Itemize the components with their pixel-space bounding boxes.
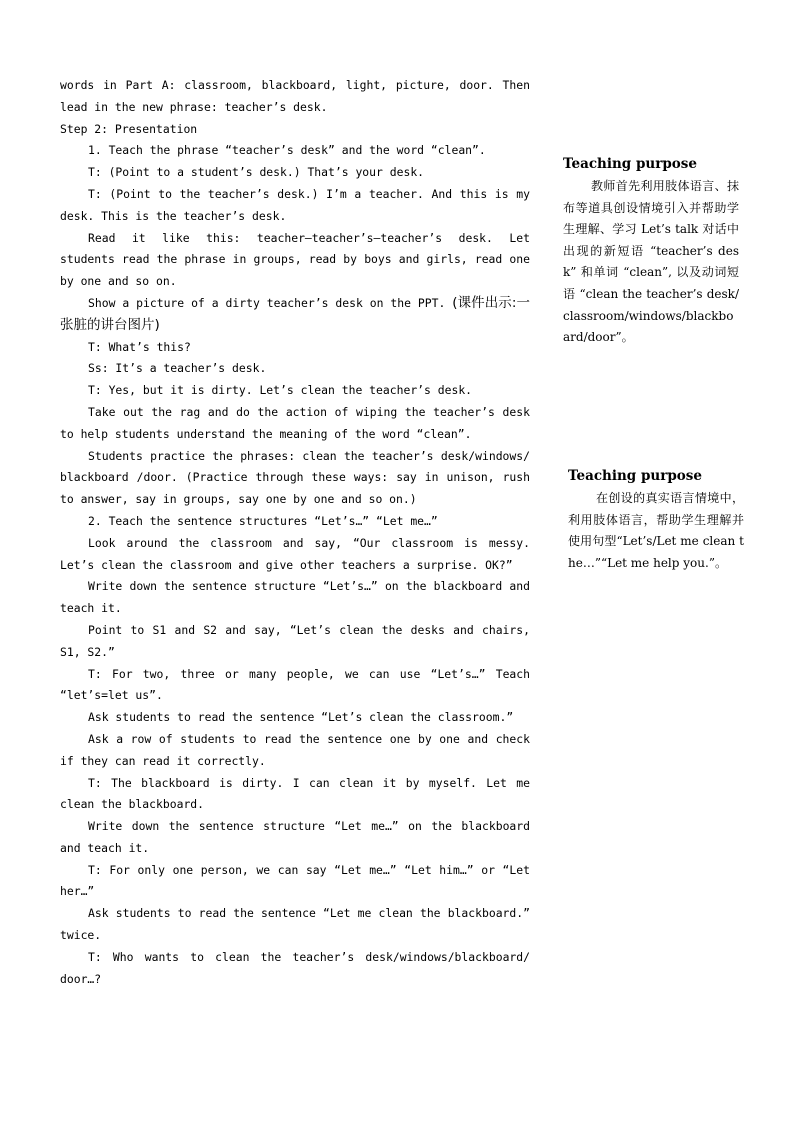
dialogue-line: T: For only one person, we can say “Let me…” “Let him…” or “Let her…” [60, 862, 530, 899]
paragraph-text: Show a picture of a dirty teacher’s desk on the PPT. [88, 295, 446, 310]
teaching-purpose-note [568, 467, 744, 574]
paragraph: Look around the classroom and say, “Our classroom is messy. Let’s clean the classroom and give other teachers a surprise. OK?” [60, 535, 530, 572]
section-heading: Step 2: Presentation [60, 121, 198, 136]
paragraph: 2. Teach the sentence structures “Let’s…” “Let me…” [88, 513, 438, 528]
courseware-note: (课件出示:一张脏的讲台图片) [60, 294, 530, 333]
paragraph: Read it like this: teacher—teacher’s—teacher’s desk. Let students read the phrase in groups, read by boys and girls, read one by one and so on. [60, 230, 530, 289]
paragraph: Ask students to read the sentence “Let me clean the blackboard.” twice. [60, 906, 530, 943]
dialogue-line: T: (Point to a student’s desk.) That’s your desk. [88, 165, 425, 180]
paragraph [60, 293, 530, 337]
note-title: Teaching purpose [563, 156, 697, 172]
paragraph: words in Part A: classroom, blackboard, light, picture, door. Then lead in the new phrase: teacher’s desk. [60, 78, 530, 114]
paragraph: Take out the rag and do the action of wiping the teacher’s desk to help students understand the meaning of the word “clean”. [60, 404, 530, 441]
dialogue-line: T: (Point to the teacher’s desk.) I’m a teacher. And this is my desk. This is the teacher’s desk. [60, 186, 530, 223]
note-title: Teaching purpose [568, 468, 702, 484]
paragraph: Students practice the phrases: clean the teacher’s desk/windows/ blackboard /door. (Practice through these ways: say in unison, rush to answer, say in groups, say one by one and so on.) [60, 448, 530, 507]
dialogue-line: T: For two, three or many people, we can use “Let’s…” Teach “let’s=let us”. [60, 666, 530, 703]
note-body: 教师首先利用肢体语言、抹布等道具创设情境引入并帮助学生理解、学习 Let’s talk 对话中出现的新短语 “teacher’s desk” 和单词 “clean”, 以及动词短语 “clean the teacher’s desk/classroom/windows/blackboard/door”。 [563, 179, 739, 345]
dialogue-line: T: What’s this? [88, 339, 191, 354]
lesson-body [60, 75, 530, 990]
teaching-purpose-note [563, 155, 739, 349]
paragraph: Ask students to read the sentence “Let’s clean the classroom.” [88, 710, 514, 725]
dialogue-line: T: Who wants to clean the teacher’s desk/windows/blackboard/ door…? [60, 949, 530, 986]
dialogue-line: T: The blackboard is dirty. I can clean it by myself. Let me clean the blackboard. [60, 775, 530, 812]
paragraph: Point to S1 and S2 and say, “Let’s clean the desks and chairs, S1, S2.” [60, 622, 530, 659]
dialogue-line: T: Yes, but it is dirty. Let’s clean the teacher’s desk. [88, 383, 473, 398]
dialogue-line: Ss: It’s a teacher’s desk. [88, 361, 267, 376]
note-body: 在创设的真实语言情境中，利用肢体语言，帮助学生理解并使用句型“Let’s/Let me clean the…”“Let me help you.”。 [568, 491, 744, 570]
paragraph: 1. Teach the phrase “teacher’s desk” and the word “clean”. [88, 143, 486, 158]
paragraph: Write down the sentence structure “Let’s…” on the blackboard and teach it. [60, 579, 530, 616]
paragraph: Write down the sentence structure “Let me…” on the blackboard and teach it. [60, 819, 530, 855]
paragraph: Ask a row of students to read the sentence one by one and check if they can read it correctly. [60, 731, 530, 768]
